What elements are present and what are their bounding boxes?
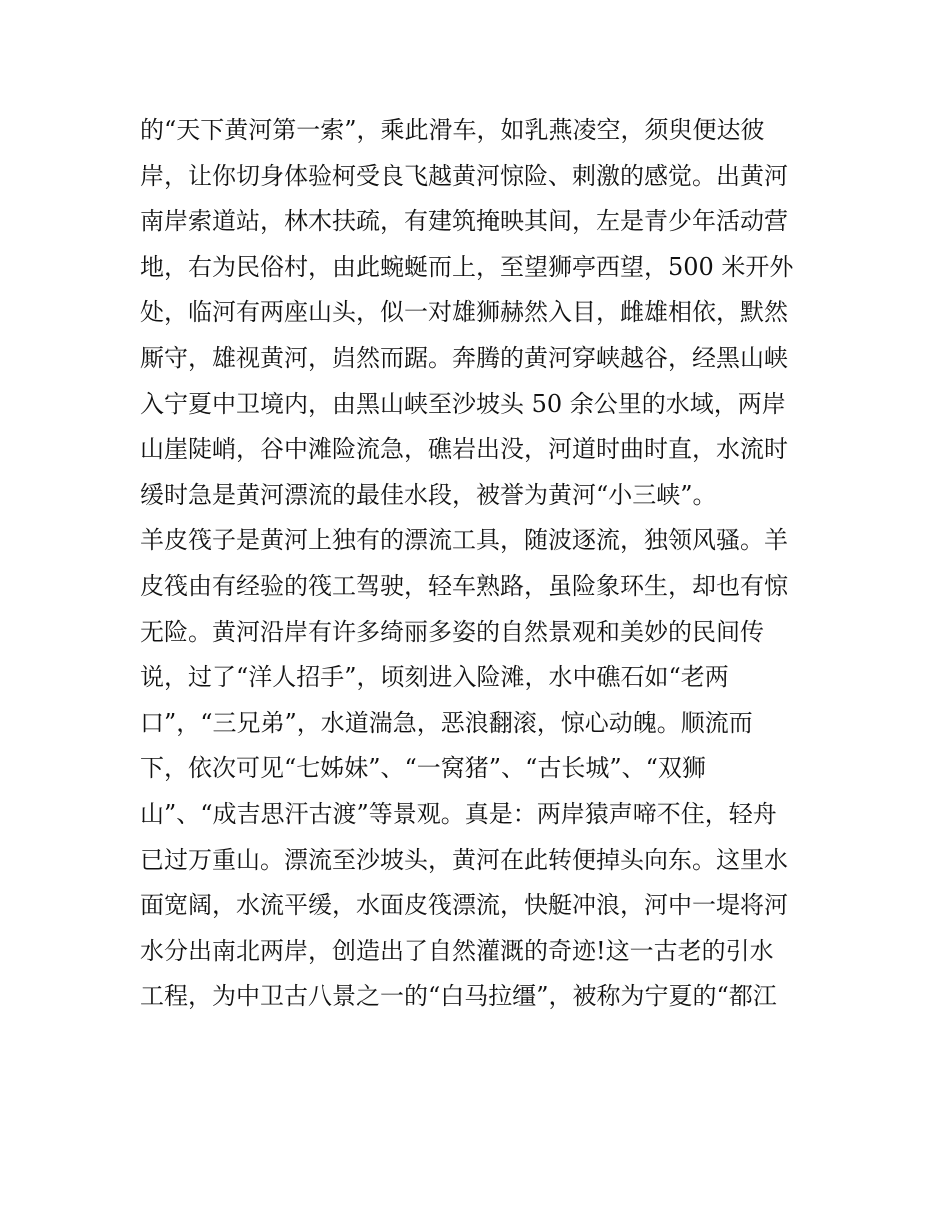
text-line-7: 入宁夏中卫境内，由黑山峡至沙坡头 50 余公里的水域，两岸	[140, 389, 786, 418]
text-line-5: 处，临河有两座山头，似一对雄狮赫然入目，雌雄相依，默然	[140, 298, 788, 327]
body-text	[140, 108, 830, 1020]
text-line-1: 的“天下黄河第一索”，乘此滑车，如乳燕凌空，须臾便达彼	[140, 116, 765, 144]
text-line-13: 说，过了“洋人招手”，顷刻进入险滩，水中礁石如“老两	[140, 663, 729, 692]
text-line-18: 面宽阔，水流平缓，水面皮筏漂流，快艇冲浪，河中一堤将河	[140, 891, 788, 920]
text-line-3: 南岸索道站，林木扶疏，有建筑掩映其间，左是青少年活动营	[140, 207, 788, 236]
text-line-19: 水分出南北两岸，创造出了自然灌溉的奇迹!这一古老的引水	[140, 936, 774, 965]
text-line-11: 皮筏由有经验的筏工驾驶，轻车熟路，虽险象环生，却也有惊	[140, 571, 788, 600]
text-line-14: 口”，“三兄弟”，水道湍急，恶浪翻滚，惊心动魄。顺流而	[140, 708, 753, 737]
text-line-16: 山”、“成吉思汗古渡”等景观。真是：两岸猿声啼不住，轻舟	[140, 799, 777, 828]
text-line-4: 地，右为民俗村，由此蜿蜒而上，至望狮亭西望，500 米开外	[140, 252, 794, 281]
text-line-10: 羊皮筏子是黄河上独有的漂流工具，随波逐流，独领风骚。羊	[140, 526, 788, 555]
text-line-12: 无险。黄河沿岸有许多绮丽多姿的自然景观和美妙的民间传	[140, 617, 764, 646]
text-line-2: 岸，让你切身体验柯受良飞越黄河惊险、刺激的感觉。出黄河	[140, 161, 788, 190]
text-line-15: 下，依次可见“七姊妹”、“一窝猪”、“古长城”、“双狮	[140, 754, 706, 783]
text-line-6: 厮守，雄视黄河，岿然而踞。奔腾的黄河穿峡越谷，经黑山峡	[140, 343, 788, 372]
text-line-17: 已过万重山。漂流至沙坡头，黄河在此转便掉头向东。这里水	[140, 845, 788, 874]
text-line-9: 缓时急是黄河漂流的最佳水段，被誉为黄河“小三峡”。	[140, 480, 717, 509]
text-line-20: 工程，为中卫古八景之一的“白马拉缰”，被称为宁夏的“都江	[140, 982, 777, 1011]
text-line-8: 山崖陡峭，谷中滩险流急，礁岩出没，河道时曲时直，水流时	[140, 435, 788, 464]
